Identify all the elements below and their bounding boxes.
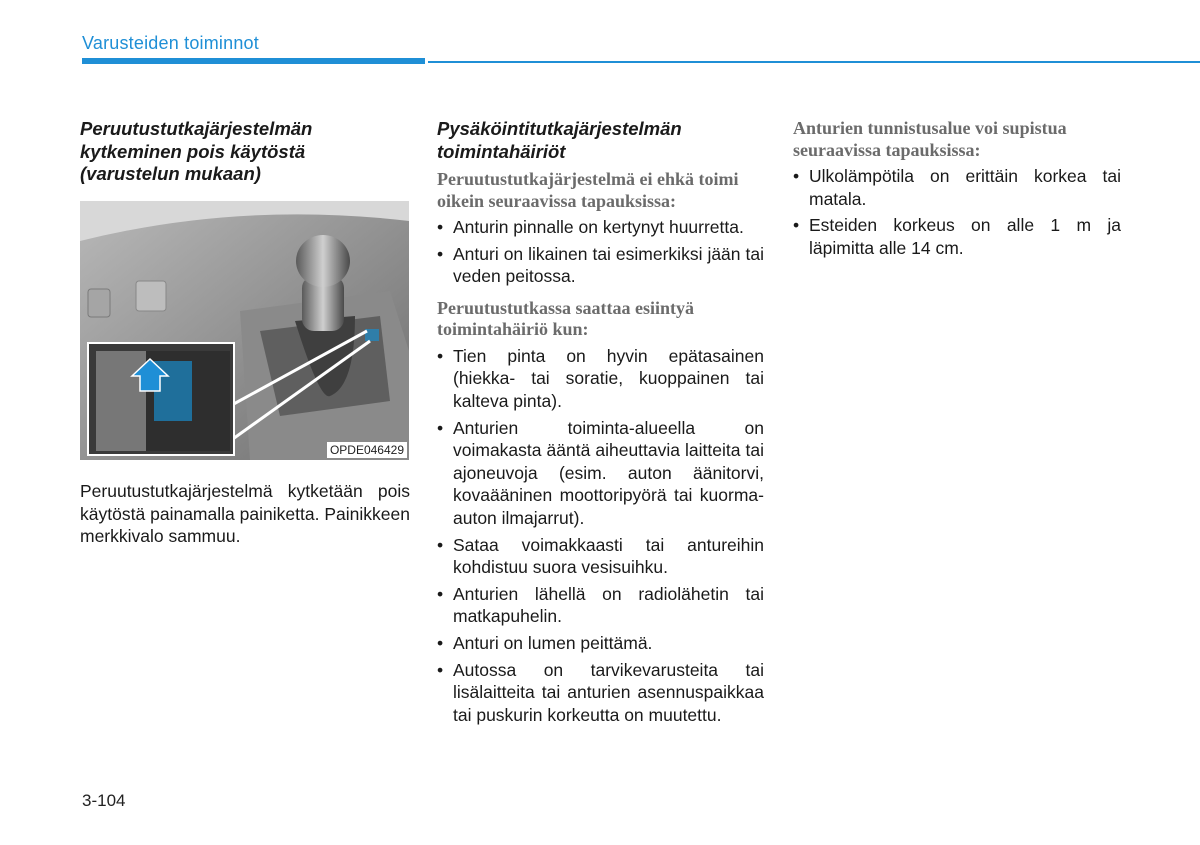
column3-heading: Anturien tunnistusalue voi supistua seuraavissa tapauksissa: [793,118,1067,160]
list-item: • Esteiden korkeus on alle 1 m ja läpimitta alle 14 cm. [793,214,1121,259]
column2-subheading-1: Peruutustutkajärjestelmä ei ehkä toimi oikein seuraavissa tapauksissa: [437,169,739,211]
column-1-body [80,480,410,548]
list-item: • Anturin pinnalle on kertynyt huurretta. [437,216,764,239]
photo-code: OPDE046429 [327,442,407,458]
header-rule-thin [428,61,1200,63]
list-item: • Anturi on likainen tai esimerkiksi jään tai veden peitossa. [437,243,764,288]
list-item: • Anturien toiminta-alueella on voimakasta ääntä aiheuttavia laitteita tai ajoneuvoja (esim. auton äänitorvi, kovaääninen moottoripyörä tai kuorma-auton ilmajarrut). [437,417,764,530]
list-item: • Anturien lähellä on radiolähetin tai matkapuhelin. [437,583,764,628]
column1-heading: Peruutustutkajärjestelmän kytkeminen pois käytöstä (varustelun mukaan) [80,118,313,184]
list-item: • Anturi on lumen peittämä. [437,632,764,655]
console-photo [80,201,409,460]
column2-list-1 [437,216,764,288]
list-item: • Tien pinta on hyvin epätasainen (hiekka- tai soratie, kuoppainen tai kalteva pinta). [437,345,764,413]
column1-paragraph: Peruutustutkajärjestelmä kytketään pois käytöstä painamalla painiketta. Painikkeen merkkivalo sammuu. [80,481,410,547]
column-1 [80,118,410,186]
column2-list-2 [437,345,764,727]
page-number: 3-104 [82,791,126,810]
column-3 [793,118,1121,263]
column-2 [437,118,764,730]
list-item: • Sataa voimakkaasti tai antureihin kohdistuu suora vesisuihku. [437,534,764,579]
column3-list [793,165,1121,259]
column2-subheading-2: Peruutustutkassa saattaa esiintyä toimintahäiriö kun: [437,297,695,340]
column2-heading: Pysäköintitutkajärjestelmän toimintahäiriöt [437,118,682,162]
header-rule-thick [82,58,425,64]
section-title: Varusteiden toiminnot [82,33,259,53]
list-item: • Autossa on tarvikevarusteita tai lisälaitteita tai anturien asennuspaikkaa tai puskurin korkeutta on muutettu. [437,659,764,727]
gear-console-illustration [80,201,409,460]
list-item: • Ulkolämpötila on erittäin korkea tai matala. [793,165,1121,210]
